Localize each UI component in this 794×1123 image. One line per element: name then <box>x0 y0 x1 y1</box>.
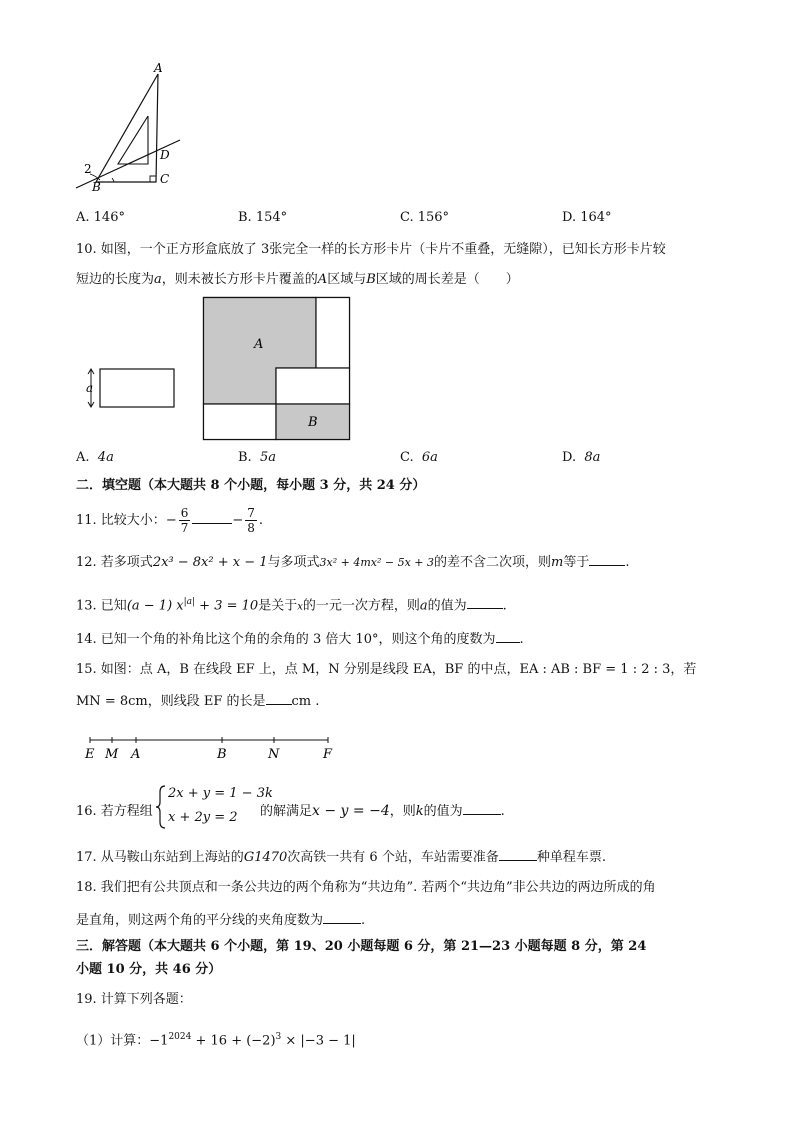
q9-option-d[interactable]: D. 164° <box>562 210 612 225</box>
q13-prefix: 13. 已知 <box>76 598 127 614</box>
q13-end: . <box>502 598 507 614</box>
q13-answer-blank[interactable] <box>467 594 503 609</box>
q14 <box>76 628 524 650</box>
q17-train: G1470 <box>243 850 288 865</box>
q10-option-a-value: 4a <box>97 450 114 465</box>
point-N: N <box>268 747 280 762</box>
q11-den2: 8 <box>247 521 255 535</box>
system-brace <box>155 784 167 830</box>
q11 <box>76 506 263 536</box>
q12-poly2: 3x² + 4mx² − 5x + 3 <box>319 556 435 569</box>
q17-post: 种单程车票. <box>536 850 606 865</box>
q15-line2-post: cm . <box>291 694 320 709</box>
q11-den1: 7 <box>180 521 189 535</box>
q12 <box>76 551 630 573</box>
q12-answer-blank[interactable] <box>589 551 625 566</box>
q16-eq1: 2x + y = 1 − 3k <box>168 786 273 801</box>
q10-option-b[interactable] <box>238 450 276 465</box>
q10-option-c-letter: C. <box>400 450 414 465</box>
q16-mid: 的解满足 <box>260 804 313 819</box>
q11-minus1: − <box>165 513 177 528</box>
section-2-heading: 二．填空题（本大题共 8 个小题，每小题 3 分，共 24 分） <box>76 478 426 493</box>
q13-mid2: 的一元一次方程，则 <box>302 598 420 614</box>
section-3-heading-line2: 小题 10 分，共 46 分） <box>76 962 222 977</box>
q14-text: 14. 已知一个角的补角比这个角的余角的 3 倍大 10°，则这个角的度数为 <box>76 632 496 647</box>
q19-expr-b: + 16 + (−2) <box>191 1033 276 1049</box>
q19-expr-c: × |−3 − 1| <box>281 1033 356 1049</box>
q15-line2-prefix: MN = 8cm，则线段 EF 的长是 <box>76 694 266 709</box>
q16-answer-blank[interactable] <box>463 800 501 815</box>
q13-exponent: |a| <box>183 597 196 607</box>
q13-expr2: + 3 = 10 <box>195 598 259 614</box>
q19-exp-2: 3 <box>275 1032 282 1042</box>
q11-minus2: − <box>232 513 244 528</box>
q18-line2 <box>76 909 365 931</box>
q10-region-a: A <box>317 272 328 287</box>
q18-answer-blank[interactable] <box>323 909 361 924</box>
q16-end: . <box>500 804 505 819</box>
card-figure <box>80 366 180 412</box>
point-M: M <box>105 747 119 762</box>
q16-post: 的值为 <box>423 804 463 819</box>
q10-text-a: 短边的长度为 <box>76 272 155 287</box>
q10-region-b: B <box>366 272 376 287</box>
q10-text-c: 区域与 <box>327 272 367 287</box>
q18-line1: 18. 我们把有公共顶点和一条公共边的两个角称为“共边角”. 若两个“共边角”非公共边的两边所成的角 <box>76 880 656 895</box>
box-figure <box>202 296 352 442</box>
q17-answer-blank[interactable] <box>499 846 537 861</box>
q10-option-d[interactable] <box>562 450 600 465</box>
q9-option-c[interactable]: C. 156° <box>400 210 450 225</box>
q11-prefix: 11. 比较大小： <box>76 513 166 528</box>
section-3-heading-line1: 三．解答题（本大题共 6 个小题，第 19、20 小题每题 6 分，第 21—23 小题每题 8 分，第 24 <box>76 939 647 954</box>
point-A: A <box>131 747 141 762</box>
label-A: A <box>154 61 163 75</box>
q19-part1 <box>76 1027 356 1051</box>
q10-text-b: ，则未被长方形卡片覆盖的 <box>161 272 318 287</box>
q12-mid2: 的差不含二次项，则 <box>434 555 552 570</box>
q19-expr-a: −1 <box>149 1033 169 1049</box>
region-b-label: B <box>308 415 318 430</box>
q12-prefix: 12. 若多项式 <box>76 555 153 570</box>
q19-part1-prefix: （1）计算： <box>76 1033 150 1049</box>
q15-answer-blank[interactable] <box>266 690 292 705</box>
q15-line1: 15. 如图：点 A，B 在线段 EF 上，点 M，N 分别是线段 EA，BF 的中点，EA : AB : BF = 1 : 2 : 3，若 <box>76 662 697 677</box>
q10-option-a-letter: A. <box>76 450 90 465</box>
q10-option-b-value: 5a <box>259 450 276 465</box>
q15-line2 <box>76 690 319 712</box>
label-C: C <box>160 172 170 186</box>
q11-end: . <box>258 513 264 528</box>
q10-option-d-letter: D. <box>562 450 577 465</box>
q16-prefix: 16. 若方程组 <box>76 804 153 819</box>
q11-num2: 7 <box>247 506 255 520</box>
q16-eq2: x + 2y = 2 <box>168 810 238 825</box>
q13-post: 的值为 <box>427 598 467 614</box>
q10-option-a[interactable] <box>76 450 114 465</box>
q16-var: k <box>415 804 424 819</box>
label-B: B <box>92 180 101 194</box>
q17-mid: 次高铁一共有 6 个站，车站需要准备 <box>287 850 499 865</box>
q17 <box>76 846 606 868</box>
point-F: F <box>323 747 333 762</box>
q11-num1: 6 <box>180 506 189 520</box>
q16-mid2: ，则 <box>389 804 416 819</box>
q19-title: 19. 计算下列各题： <box>76 992 192 1007</box>
q11-answer-blank[interactable] <box>192 509 232 524</box>
segment-figure <box>80 732 340 766</box>
card-a-label: a <box>86 381 94 395</box>
q16-rest <box>260 800 505 819</box>
q10-option-d-value: 8a <box>584 450 601 465</box>
q12-poly1: 2x³ − 8x² + x − 1 <box>152 555 268 570</box>
region-a-label: A <box>254 337 264 352</box>
q13 <box>76 592 507 617</box>
q13-var2: a <box>419 598 428 614</box>
q12-mid: 与多项式 <box>267 555 320 570</box>
q16-cond: x − y = −4 <box>312 803 390 819</box>
q10-text-d: 区域的周长差是（ ） <box>375 272 519 287</box>
q17-prefix: 17. 从马鞍山东站到上海站的 <box>76 850 244 865</box>
q12-post: 等于 <box>563 555 590 570</box>
q10-option-c-value: 6a <box>421 450 438 465</box>
q9-option-a[interactable]: A. 146° <box>76 210 125 225</box>
q19-exp-1: 2024 <box>168 1032 192 1042</box>
q10-line1: 10. 如图，一个正方形盒底放了 3张完全一样的长方形卡片（卡片不重叠，无缝隙），已知长方形卡片较 <box>76 242 666 257</box>
q10-var-a: a <box>154 272 162 287</box>
q12-var: m <box>551 555 564 570</box>
q18-line2-prefix: 是直角，则这两个角的平分线的夹角度数为 <box>76 913 324 928</box>
q10-line2 <box>76 270 519 290</box>
q14-answer-blank[interactable] <box>496 628 520 643</box>
q13-var: x <box>297 601 303 613</box>
q14-end: . <box>519 632 524 647</box>
q12-end: . <box>625 555 630 570</box>
q9-option-b[interactable]: B. 154° <box>238 210 288 225</box>
q13-mid: 是关于 <box>258 598 298 614</box>
q10-option-c[interactable] <box>400 450 438 465</box>
triangle-figure <box>72 60 192 195</box>
label-angle-2: 2 <box>84 162 92 176</box>
q10-option-b-letter: B. <box>238 450 252 465</box>
q18-end: . <box>361 913 366 928</box>
point-E: E <box>85 747 95 762</box>
q13-expr: (a − 1) x <box>126 598 184 614</box>
q11-fraction-2 <box>245 506 257 535</box>
label-D: D <box>160 148 170 162</box>
point-B: B <box>217 747 227 762</box>
q11-fraction-1 <box>179 506 191 535</box>
